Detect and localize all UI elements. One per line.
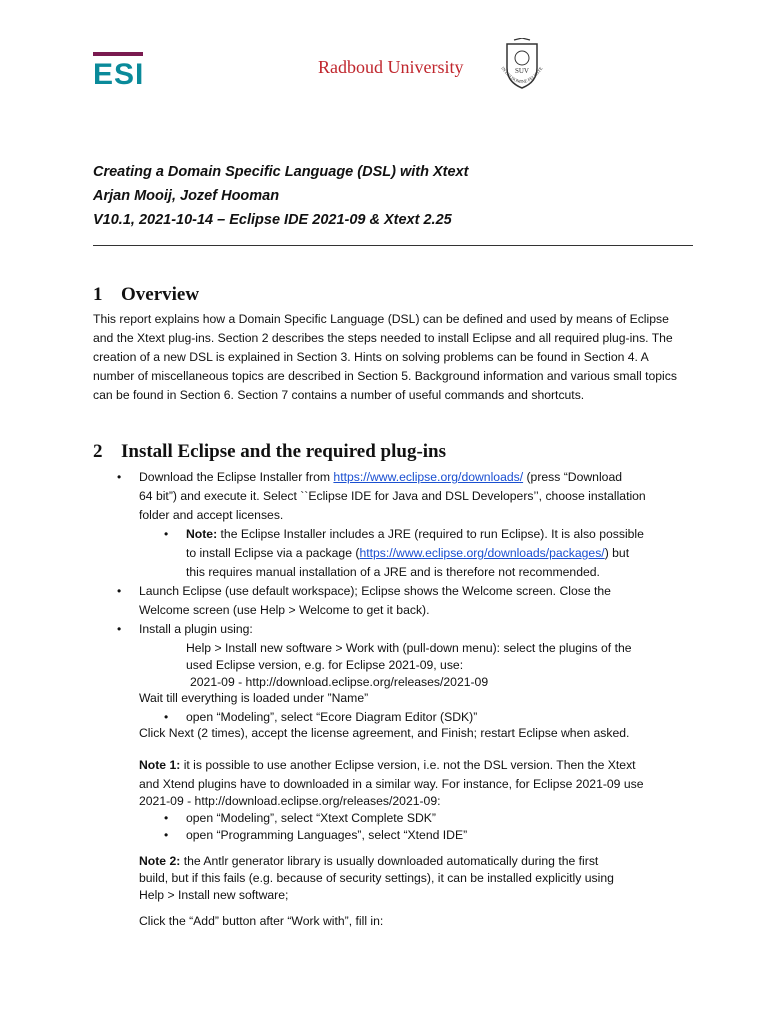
list-item-install-plugin: Install a plugin using: — [139, 622, 253, 636]
list-item-xtext-sdk: open “Modeling”, select “Xtext Complete SDK” — [186, 811, 436, 825]
note-label: Note: — [186, 527, 218, 541]
list-item-xtend-ide: open “Programming Languages”, select “Xtend IDE” — [186, 828, 468, 842]
list-item-launch: Launch Eclipse (use default workspace); Eclipse shows the Welcome screen. Close the — [139, 584, 611, 598]
seal-letters: SUV — [514, 67, 530, 75]
esi-logo-bar — [93, 52, 143, 56]
note-text: the Eclipse Installer includes a JRE (required to run Eclipse). It is also possible — [217, 527, 644, 541]
note-1-line-1 — [139, 756, 636, 775]
download-line-3: folder and accept licenses. — [139, 508, 284, 522]
eclipse-downloads-link[interactable]: https://www.eclipse.org/downloads/ — [333, 470, 524, 484]
eclipse-packages-link[interactable]: https://www.eclipse.org/downloads/packages/ — [359, 546, 605, 560]
launch-line-2: Welcome screen (use Help > Welcome to get it back). — [139, 603, 430, 617]
download-text-post: (press “Download — [523, 470, 623, 484]
note-2-line-3: Help > Install new software; — [139, 888, 289, 902]
bullet-icon: • — [164, 710, 169, 724]
radboud-seal-icon — [497, 38, 547, 94]
document-authors: Arjan Mooij, Jozef Hooman — [93, 188, 280, 204]
overview-paragraph: This report explains how a Domain Specific Language (DSL) can be defined and used by means of Eclipse and the Xtext plug-ins. Section 2 describes the steps needed to install Eclipse and all required plug-ins. The creation of a new DSL is explained in Section 3. Hints on solving problems can be found in Section 4. A number of miscellaneous topics are described in Section 5. Background information and various small topics can be found in Section 6. Section 7 contains a number of useful commands and shortcuts. — [93, 312, 677, 402]
section-1-title: Overview — [121, 284, 200, 305]
note-2-label: Note 2: — [139, 854, 181, 868]
section-2-title: Install Eclipse and the required plug-ins — [121, 441, 447, 462]
note-1-line-2: and Xtend plugins have to downloaded in a similar way. For instance, for Eclipse 2021-09 use — [139, 777, 644, 791]
note-1-label: Note 1: — [139, 758, 181, 772]
download-text: Download the Eclipse Installer from — [139, 470, 334, 484]
bullet-icon: • — [164, 527, 169, 541]
bullet-icon: • — [117, 470, 122, 484]
install-plugin-line-3: used Eclipse version, e.g. for Eclipse 2021-09, use: — [186, 658, 464, 672]
header-divider — [93, 245, 693, 246]
installer-note-line-2 — [186, 544, 629, 563]
esi-logo-text: ESI — [93, 58, 145, 91]
note-1-text: it is possible to use another Eclipse version, i.e. not the DSL version. Then the Xtext — [180, 758, 636, 772]
seal-motto: IN DEI NOMINE FELICITE — [500, 65, 544, 85]
install-plugin-line-2: Help > Install new software > Work with (pull-down menu): select the plugins of the — [186, 641, 632, 655]
note-text: ) but — [604, 546, 630, 560]
bullet-icon: • — [117, 622, 122, 636]
list-item-download — [139, 468, 622, 487]
section-1-number: 1 — [93, 284, 103, 305]
installer-note-line-3: this requires manual installation of a JRE and is therefore not recommended. — [186, 565, 600, 579]
esi-logo — [93, 52, 169, 94]
list-item-ecore: open “Modeling”, select “Ecore Diagram Editor (SDK)” — [186, 710, 478, 724]
bullet-icon: • — [164, 811, 169, 825]
bullet-icon: • — [117, 584, 122, 598]
section-2-heading — [93, 440, 446, 464]
install-plugin-url: 2021-09 - http://download.eclipse.org/releases/2021-09 — [190, 675, 489, 689]
document-version: V10.1, 2021-10-14 – Eclipse IDE 2021-09 & Xtext 2.25 — [93, 212, 452, 228]
click-add-instruction: Click the “Add” button after “Work with”, fill in: — [139, 914, 384, 928]
section-2-number: 2 — [93, 441, 103, 462]
section-1-heading — [93, 283, 199, 307]
install-plugin-finish: Click Next (2 times), accept the license agreement, and Finish; restart Eclipse when asked. — [139, 726, 630, 740]
radboud-university-logo: Radboud University — [318, 57, 464, 77]
note-1-line-3: 2021-09 - http://download.eclipse.org/releases/2021-09: — [139, 794, 441, 808]
note-2-line-2: build, but if this fails (e.g. because of security settings), it can be installed explicitly using — [139, 871, 614, 885]
bullet-icon: • — [164, 828, 169, 842]
document-title: Creating a Domain Specific Language (DSL) with Xtext — [93, 164, 469, 180]
note-2-text: the Antlr generator library is usually downloaded automatically during the first — [180, 854, 599, 868]
note-text: to install Eclipse via a package ( — [186, 546, 360, 560]
install-plugin-wait: Wait till everything is loaded under ”Name” — [139, 691, 369, 705]
list-item-installer-note — [186, 525, 644, 544]
download-line-2: 64 bit”) and execute it. Select ``Eclipse IDE for Java and DSL Developers’’, choose installation — [139, 489, 646, 503]
document-meta — [93, 160, 468, 232]
